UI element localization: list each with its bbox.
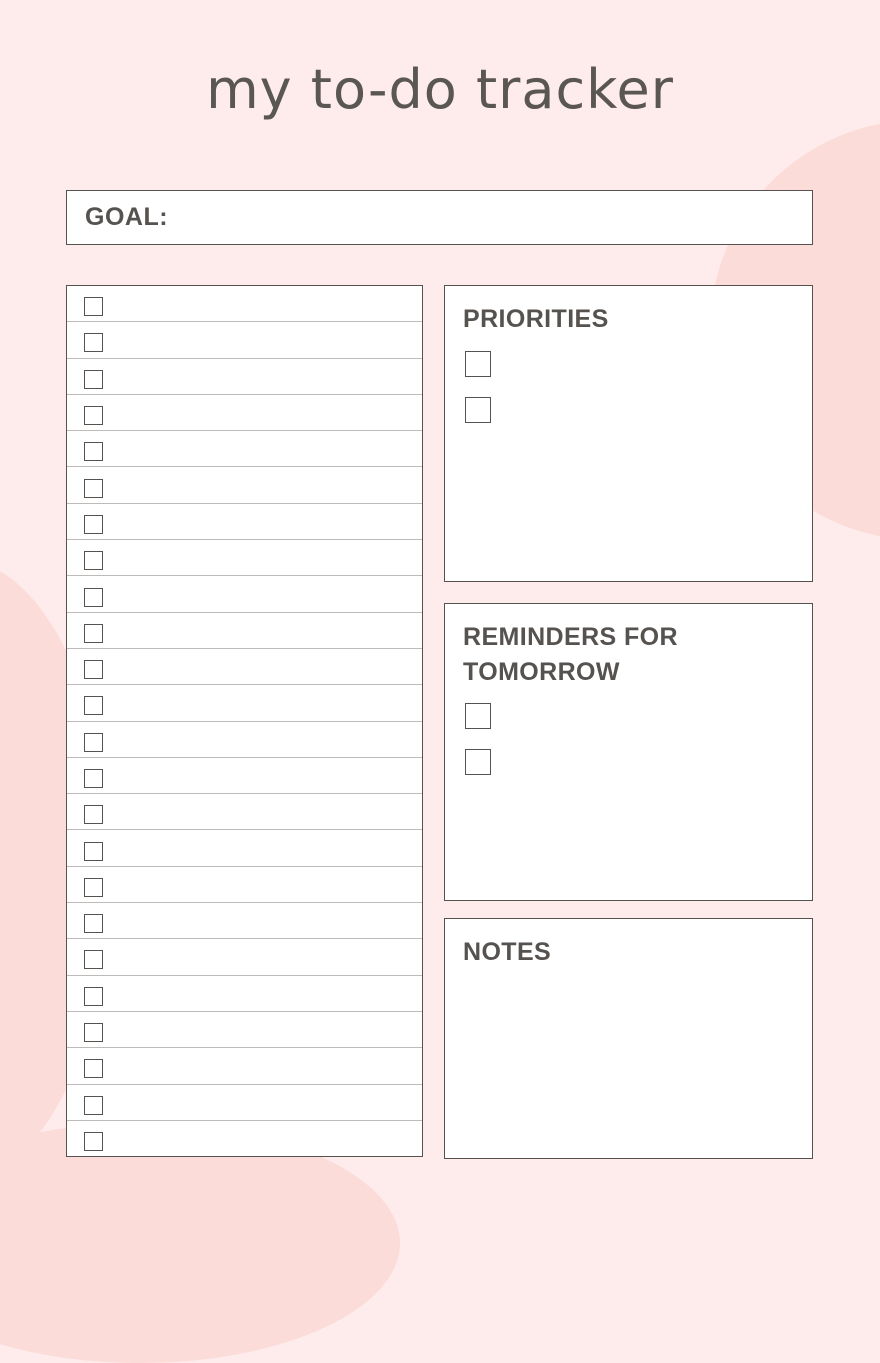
decorative-blob-bottom (0, 1123, 400, 1363)
page-title: my to-do tracker (206, 58, 674, 121)
task-row[interactable] (67, 685, 422, 721)
task-row[interactable] (67, 467, 422, 503)
task-checkbox[interactable] (84, 914, 103, 933)
task-checkbox[interactable] (84, 588, 103, 607)
task-row[interactable] (67, 794, 422, 830)
reminders-panel (444, 603, 813, 901)
task-checkbox[interactable] (84, 660, 103, 679)
task-row[interactable] (67, 722, 422, 758)
task-row[interactable] (67, 1121, 422, 1157)
task-row[interactable] (67, 359, 422, 395)
task-row[interactable] (67, 576, 422, 612)
task-row[interactable] (67, 1012, 422, 1048)
task-row[interactable] (67, 395, 422, 431)
priorities-title: PRIORITIES (463, 305, 609, 333)
task-checkbox[interactable] (84, 842, 103, 861)
task-row[interactable] (67, 540, 422, 576)
goal-label: GOAL: (85, 203, 169, 231)
task-checkbox[interactable] (84, 769, 103, 788)
task-checkbox[interactable] (84, 479, 103, 498)
task-checkbox[interactable] (84, 297, 103, 316)
task-row[interactable] (67, 1085, 422, 1121)
task-checkbox[interactable] (84, 551, 103, 570)
task-row[interactable] (67, 939, 422, 975)
task-checkbox[interactable] (84, 370, 103, 389)
reminders-checkbox[interactable] (465, 749, 491, 775)
task-row[interactable] (67, 1048, 422, 1084)
notes-title: NOTES (463, 938, 552, 966)
task-checkbox[interactable] (84, 1096, 103, 1115)
task-row[interactable] (67, 649, 422, 685)
reminders-items (445, 689, 812, 775)
task-row[interactable] (67, 976, 422, 1012)
task-checkbox[interactable] (84, 1023, 103, 1042)
task-checkbox[interactable] (84, 733, 103, 752)
task-checkbox[interactable] (84, 333, 103, 352)
task-checkbox[interactable] (84, 406, 103, 425)
task-row[interactable] (67, 504, 422, 540)
task-row[interactable] (67, 903, 422, 939)
priorities-checkbox[interactable] (465, 351, 491, 377)
task-checkbox[interactable] (84, 696, 103, 715)
task-row[interactable] (67, 830, 422, 866)
task-checkbox[interactable] (84, 950, 103, 969)
reminders-checkbox[interactable] (465, 703, 491, 729)
priorities-checkbox[interactable] (465, 397, 491, 423)
task-checkbox[interactable] (84, 805, 103, 824)
task-row[interactable] (67, 758, 422, 794)
reminders-title: REMINDERS FOR TOMORROW (463, 623, 678, 686)
task-checkbox[interactable] (84, 1059, 103, 1078)
task-checkbox[interactable] (84, 987, 103, 1006)
task-row[interactable] (67, 286, 422, 322)
priorities-panel (444, 285, 813, 582)
task-list (66, 285, 423, 1157)
task-row[interactable] (67, 431, 422, 467)
task-checkbox[interactable] (84, 1132, 103, 1151)
task-row[interactable] (67, 867, 422, 903)
task-row[interactable] (67, 613, 422, 649)
goal-field[interactable] (66, 190, 813, 245)
priorities-items (445, 337, 812, 423)
task-checkbox[interactable] (84, 624, 103, 643)
task-row[interactable] (67, 322, 422, 358)
task-checkbox[interactable] (84, 878, 103, 897)
notes-panel[interactable] (444, 918, 813, 1159)
task-checkbox[interactable] (84, 442, 103, 461)
task-checkbox[interactable] (84, 515, 103, 534)
